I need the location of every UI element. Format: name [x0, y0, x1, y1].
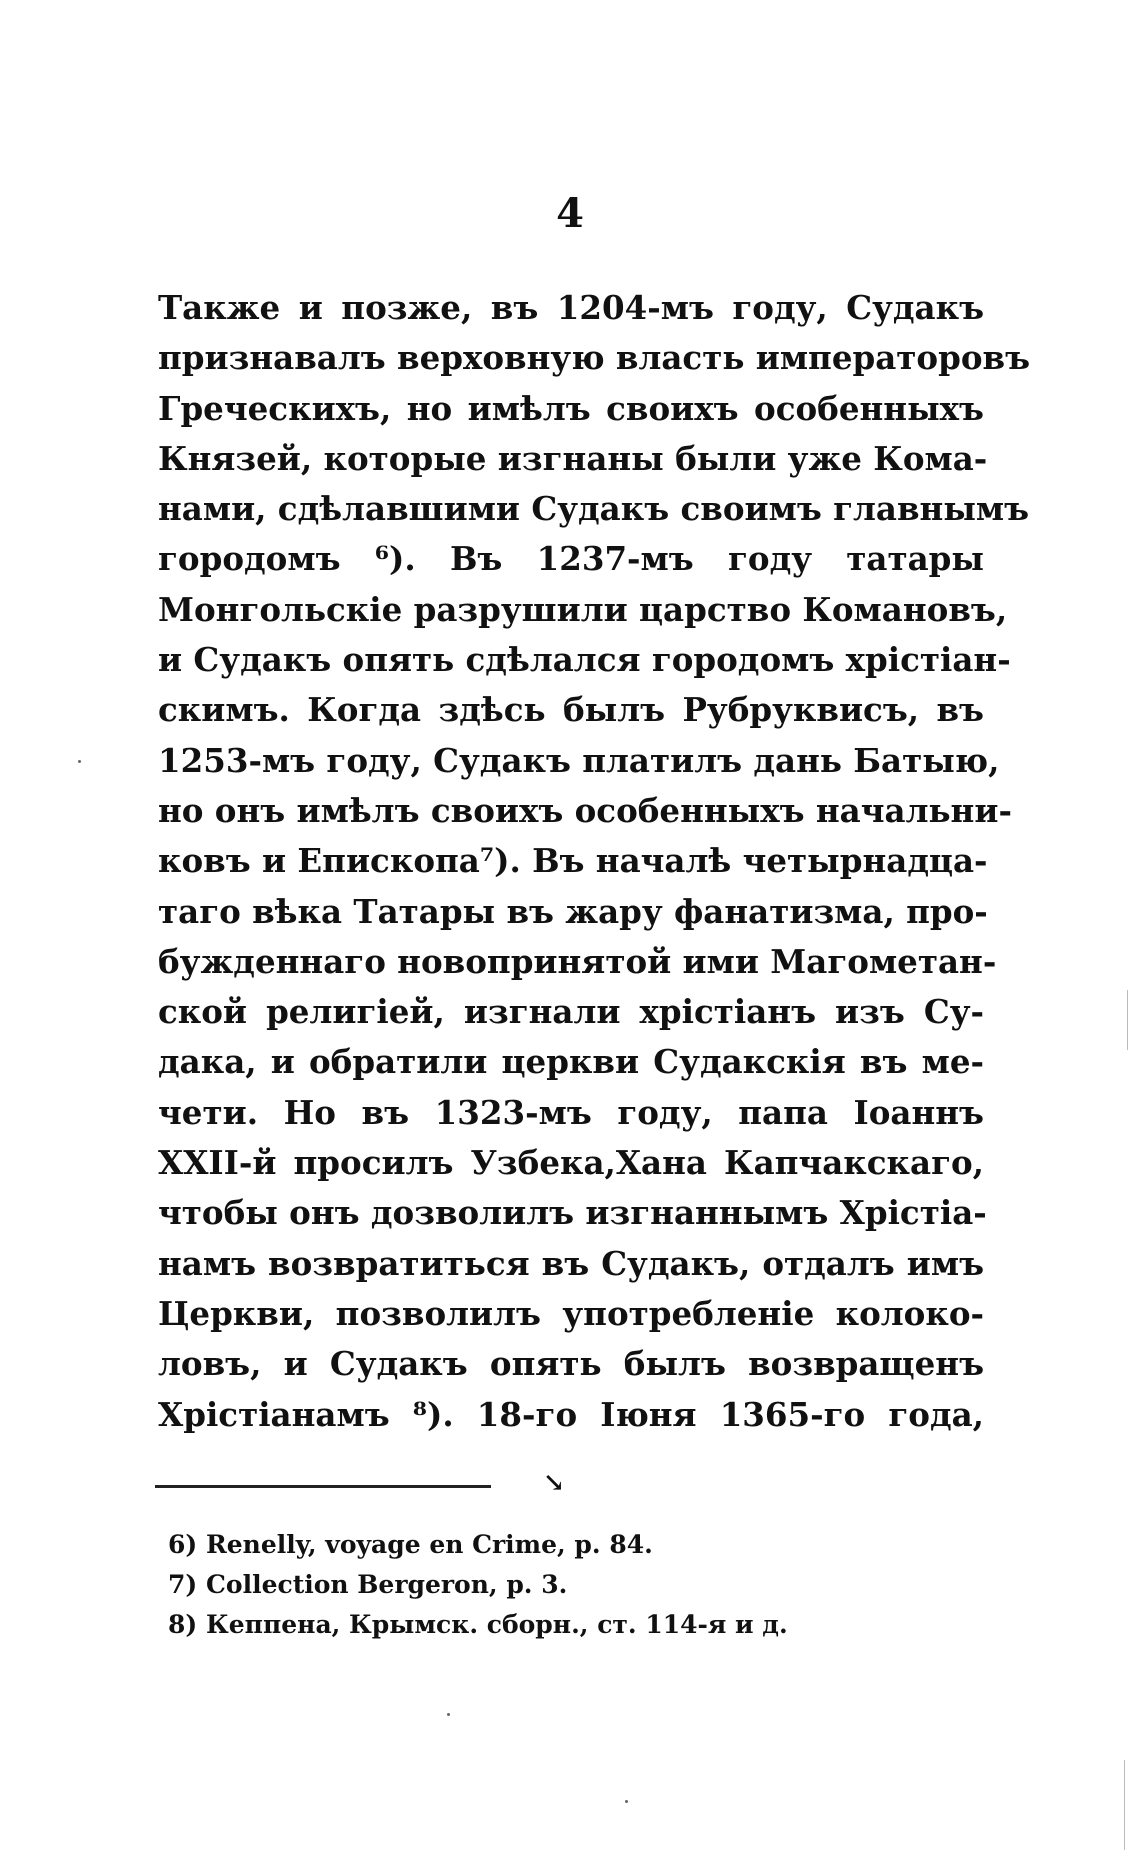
page-number: 4: [556, 190, 584, 237]
text-line: 1253-мъ году, Судакъ платилъ дань Батыю,: [158, 740, 1000, 780]
footnote: [168, 1565, 868, 1605]
text-line: Князей, которые изгнаны были уже Кома-: [158, 438, 988, 478]
separator-ornament: ↘: [543, 1468, 565, 1498]
text-line: намъ возвратиться въ Судакъ, отдалъ имъ: [158, 1243, 984, 1283]
text-line: и Судакъ опять сдѣлался городомъ хрістіан-: [158, 640, 1011, 680]
text-line: дака, и обратили церкви Судакскія въ ме-: [158, 1042, 984, 1082]
footnote: [168, 1525, 868, 1565]
text-line: Греческихъ, но имѣлъ своихъ особенныхъ: [158, 388, 984, 428]
footnote-number: 6): [168, 1530, 198, 1559]
text-line: Хрістіанамъ ⁸). 18-го Іюня 1365-го года,: [158, 1394, 984, 1434]
text-line: Церкви, позволилъ употребленіе колоко-: [158, 1293, 984, 1333]
text-line: Монгольскіе разрушили царство Комановъ,: [158, 589, 1008, 629]
text-line: чтобы онъ дозволилъ изгнаннымъ Хрістіа-: [158, 1193, 987, 1233]
footnote-number: 7): [168, 1570, 198, 1599]
footnote-separator: [155, 1485, 491, 1488]
edge-mark: [1127, 990, 1128, 1050]
text-line: скимъ. Когда здѣсь былъ Рубруквисъ, въ: [158, 690, 984, 730]
main-text: [158, 283, 1031, 1440]
text-line: городомъ ⁶). Въ 1237-мъ году татары: [158, 539, 984, 579]
text-line: признавалъ верховную власть императоровъ: [158, 338, 1031, 378]
text-line: ской религіей, изгнали хрістіанъ изъ Су-: [158, 992, 984, 1032]
text-line: XXII-й просилъ Узбека,Хана Капчакскаго,: [158, 1143, 984, 1183]
text-line: нами, сдѣлавшими Судакъ своимъ главнымъ: [158, 489, 1030, 529]
print-speck: [447, 1713, 450, 1716]
footnote-text: Кеппена, Крымск. сборн., ст. 114-я и д.: [206, 1610, 788, 1639]
text-line: таго вѣка Татары въ жару фанатизма, про-: [158, 891, 988, 931]
print-speck: [78, 760, 81, 763]
footnote-number: 8): [168, 1610, 198, 1639]
print-speck: [625, 1800, 628, 1803]
text-line: ловъ, и Судакъ опять былъ возвращенъ: [158, 1344, 984, 1384]
footnote-text: Collection Bergeron, p. 3.: [206, 1570, 568, 1599]
text-line: чети. Но въ 1323-мъ году, папа Іоаннъ: [158, 1092, 984, 1132]
edge-mark: [1124, 1760, 1125, 1850]
text-line: Также и позже, въ 1204-мъ году, Судакъ: [158, 288, 984, 327]
footnote: [168, 1605, 868, 1645]
text-line: бужденнаго новопринятой ими Магометан-: [158, 941, 997, 981]
footnotes: [168, 1525, 868, 1645]
footnote-text: Renelly, voyage en Crime, p. 84.: [206, 1530, 653, 1559]
text-line: ковъ и Епископа⁷). Въ началѣ четырнадца-: [158, 841, 988, 881]
text-line: но онъ имѣлъ своихъ особенныхъ начальни-: [158, 790, 1012, 830]
